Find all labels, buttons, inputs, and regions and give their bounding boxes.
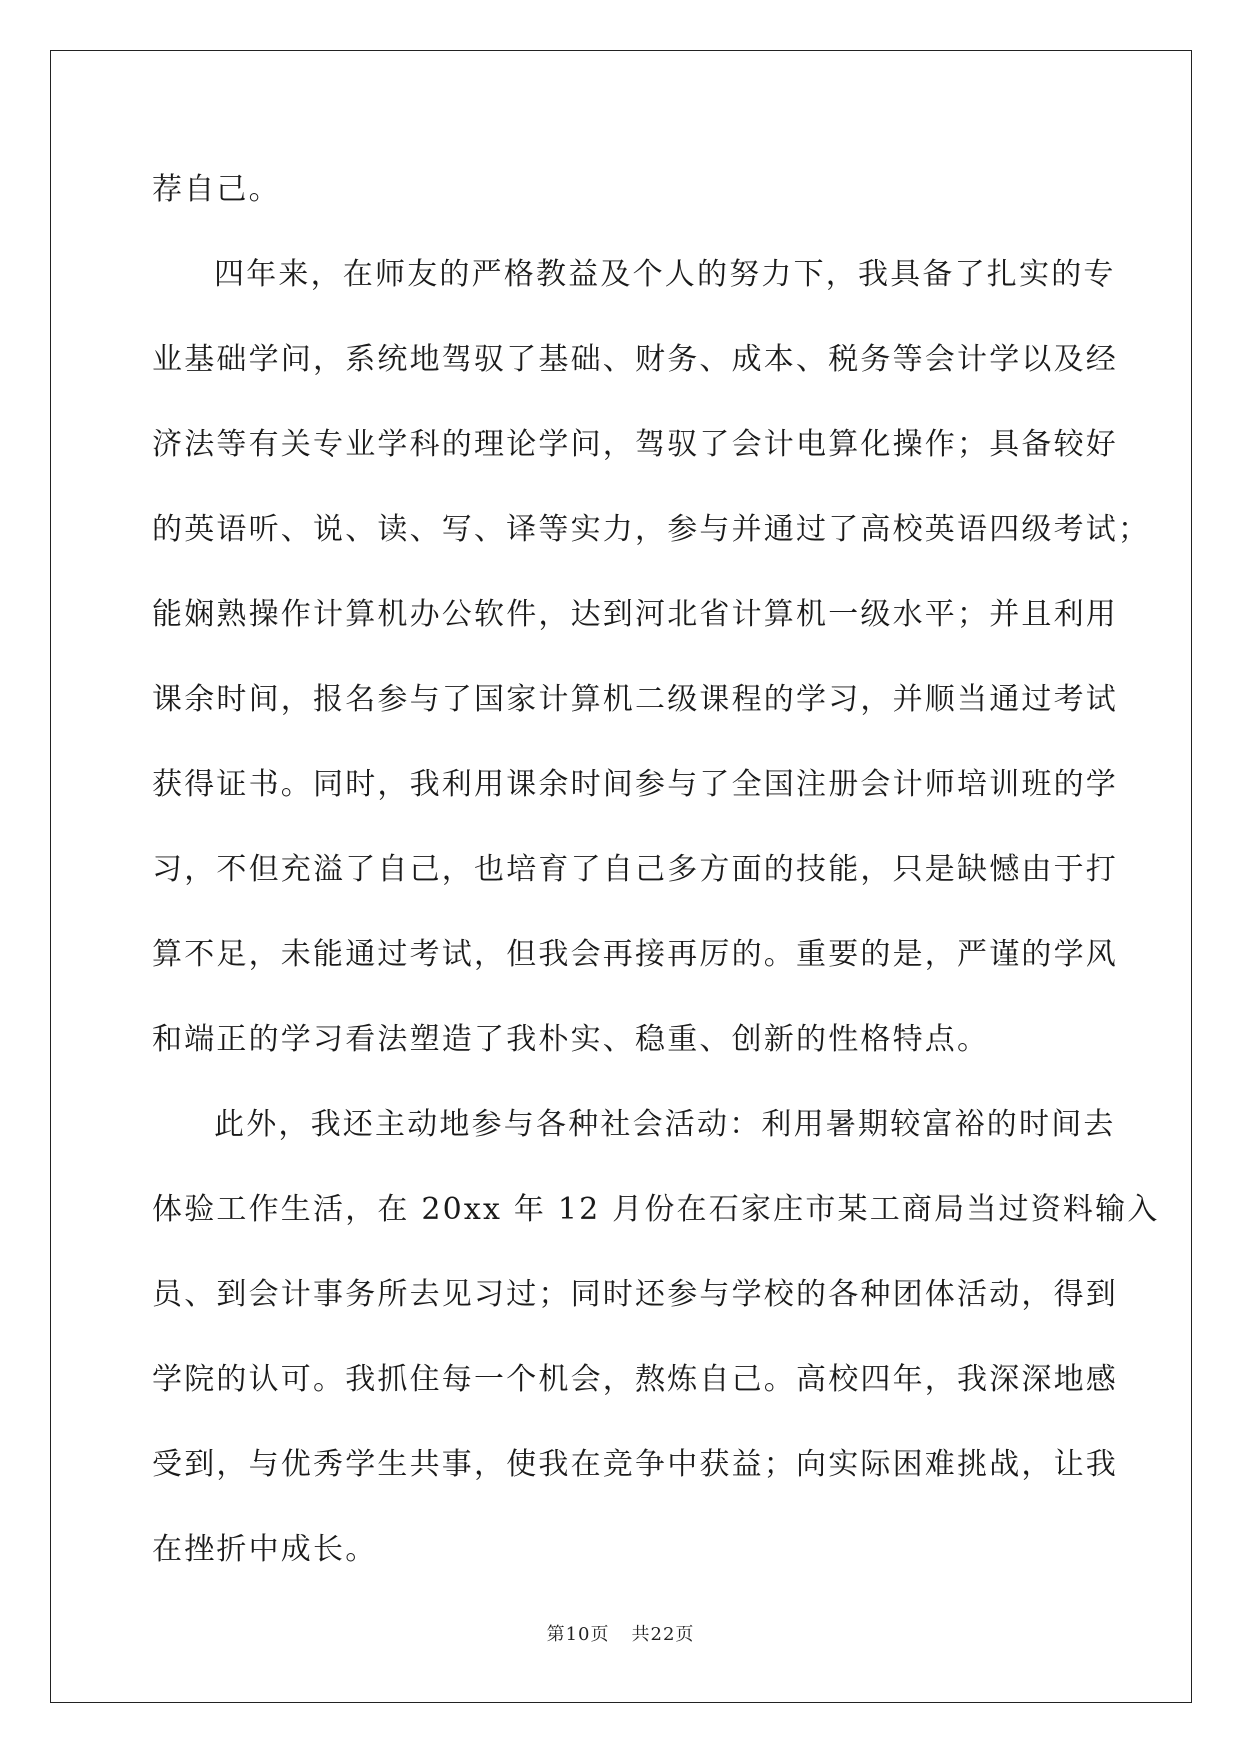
text-line: 算不足，未能通过考试，但我会再接再厉的。重要的是，严谨的学风 (152, 937, 1118, 972)
text-line: 课余时间，报名参与了国家计算机二级课程的学习，并顺当通过考试 (152, 682, 1118, 717)
page-number: 第10页 (546, 1624, 610, 1645)
document-body (152, 160, 1160, 1605)
text-line: 能娴熟操作计算机办公软件，达到河北省计算机一级水平；并且利用 (152, 597, 1118, 632)
text-line: 在挫折中成长。 (152, 1532, 378, 1567)
text-line: 四年来，在师友的严格教益及个人的努力下，我具备了扎实的专 (214, 257, 1116, 292)
text-line: 业基础学问，系统地驾驭了基础、财务、成本、税务等会计学以及经 (152, 342, 1118, 377)
text-line: 体验工作生活，在 20xx 年 12 月份在石家庄市某工商局当过资料输入 (152, 1192, 1160, 1227)
text-line: 荐自己。 (152, 172, 281, 207)
text-line: 济法等有关专业学科的理论学问，驾驭了会计电算化操作；具备较好 (152, 427, 1118, 462)
text-line: 和端正的学习看法塑造了我朴实、稳重、创新的性格特点。 (152, 1022, 990, 1057)
page-total: 共22页 (631, 1624, 695, 1645)
text-line: 员、到会计事务所去见习过；同时还参与学校的各种团体活动，得到 (152, 1277, 1118, 1312)
text-line: 的英语听、说、读、写、译等实力，参与并通过了高校英语四级考试； (152, 512, 1151, 547)
text-line: 学院的认可。我抓住每一个机会，熬炼自己。高校四年，我深深地感 (152, 1362, 1118, 1397)
text-line: 受到，与优秀学生共事，使我在竞争中获益；向实际困难挑战，让我 (152, 1447, 1118, 1482)
page-footer (0, 1620, 1241, 1646)
text-line: 获得证书。同时，我利用课余时间参与了全国注册会计师培训班的学 (152, 767, 1118, 802)
text-line: 习，不但充溢了自己，也培育了自己多方面的技能，只是缺憾由于打 (152, 852, 1118, 887)
text-line: 此外，我还主动地参与各种社会活动：利用暑期较富裕的时间去 (214, 1107, 1116, 1142)
